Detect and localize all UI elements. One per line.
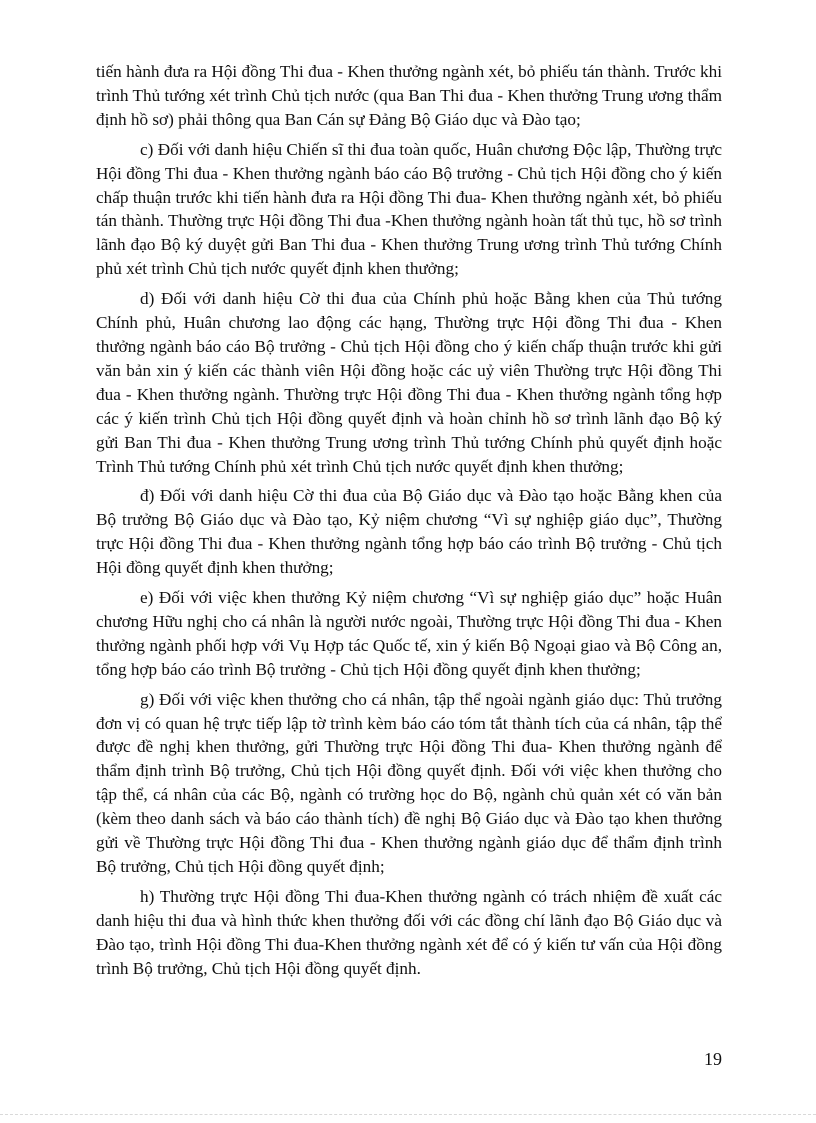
paragraph-g: g) Đối với việc khen thưởng cho cá nhân, tập thể ngoài ngành giáo dục: Thủ trưởng đơn vị có quan hệ trực tiếp lập tờ trình kèm báo cáo tóm tắt thành tích của cá nhân, tập thể được đề nghị khen thưởng, gửi Thường trực Hội đồng Thi đua- Khen thưởng ngành để thẩm định trình Bộ trưởng, Chủ tịch Hội đồng quyết định. Đối với việc khen thưởng cho tập thể, cá nhân của các Bộ, ngành có trường học do Bộ, ngành chủ quản xét có văn bản (kèm theo danh sách và báo cáo thành tích) đề nghị Bộ Giáo dục và Đào tạo khen thưởng gửi về Thường trực Hội đồng Thi đua - Khen thưởng ngành giáo dục để thẩm định trình Bộ trưởng, Chủ tịch Hội đồng quyết định; bbox=[96, 689, 722, 876]
paragraph-e: e) Đối với việc khen thưởng Kỷ niệm chương “Vì sự nghiệp giáo dục” hoặc Huân chương Hữu nghị cho cá nhân là người nước ngoài, Thường trực Hội đồng Thi đua - Khen thưởng ngành phối hợp với Vụ Hợp tác Quốc tế, xin ý kiến Bộ Ngoại giao và Bộ Công an, tổng hợp báo cáo trình Bộ trưởng - Chủ tịch Hội đồng quyết định khen thưởng; bbox=[96, 588, 722, 679]
paragraph-c: c) Đối với danh hiệu Chiến sĩ thi đua toàn quốc, Huân chương Độc lập, Thường trực Hội đồng Thi đua - Khen thưởng ngành báo cáo Bộ trưởng - Chủ tịch Hội đồng cho ý kiến chấp thuận trước khi tiến hành đưa ra Hội đồng Thi đua- Khen thưởng ngành xét, bỏ phiếu tán thành. Thường trực Hội đồng Thi đua -Khen thưởng ngành hoàn tất thủ tục, hồ sơ trình lãnh đạo Bộ ký duyệt gửi Ban Thi đua - Khen thưởng Trung ương trình Thủ tướng Chính phủ xét trình Chủ tịch nước quyết định khen thưởng; bbox=[96, 139, 722, 279]
paragraph-b-continued: tiến hành đưa ra Hội đồng Thi đua - Khen thưởng ngành xét, bỏ phiếu tán thành. Trước khi trình Thủ tướng xét trình Chủ tịch nước (qua Ban Thi đua - Khen thưởng Trung ương thẩm định hồ sơ) phải thông qua Ban Cán sự Đảng Bộ Giáo dục và Đào tạo; bbox=[96, 62, 722, 129]
paragraph-d: d) Đối với danh hiệu Cờ thi đua của Chính phủ hoặc Bằng khen của Thủ tướng Chính phủ, Huân chương lao động các hạng, Thường trực Hội đồng Thi đua - Khen thưởng ngành báo cáo Bộ trưởng - Chủ tịch Hội đồng cho ý kiến chấp thuận trước khi gửi văn bản xin ý kiến các thành viên Hội đồng hoặc các uỷ viên Thường trực Hội đồng Thi đua - Khen thưởng ngành. Thường trực Hội đồng Thi đua - Khen thưởng ngành tổng hợp các ý kiến trình Chủ tịch Hội đồng quyết định và hoàn chỉnh hồ sơ trình lãnh đạo Bộ ký gửi Ban Thi đua - Khen thưởng Trung ương trình Thủ tướng Chính phủ quyết định hoặc Trình Thủ tướng Chính phủ xét trình Chủ tịch nước quyết định khen thưởng; bbox=[96, 289, 722, 476]
page-bottom-divider bbox=[0, 1114, 816, 1115]
paragraph-dd: đ) Đối với danh hiệu Cờ thi đua của Bộ Giáo dục và Đào tạo hoặc Bằng khen của Bộ trưởng Bộ Giáo dục và Đào tạo, Kỷ niệm chương “Vì sự nghiệp giáo dục”, Thường trực Hội đồng Thi đua - Khen thưởng ngành tổng hợp báo cáo trình Bộ trưởng - Chủ tịch Hội đồng quyết định khen thưởng; bbox=[96, 486, 722, 578]
paragraph-h: h) Thường trực Hội đồng Thi đua-Khen thưởng ngành có trách nhiệm đề xuất các danh hiệu thi đua và hình thức khen thưởng đối với các đồng chí lãnh đạo Bộ Giáo dục và Đào tạo, trình Hội đồng Thi đua-Khen thưởng ngành xét để có ý kiến tư vấn của Hội đồng trình Bộ trưởng, Chủ tịch Hội đồng quyết định. bbox=[96, 886, 722, 978]
document-page bbox=[96, 60, 722, 987]
page-number: 19 bbox=[704, 1049, 722, 1069]
